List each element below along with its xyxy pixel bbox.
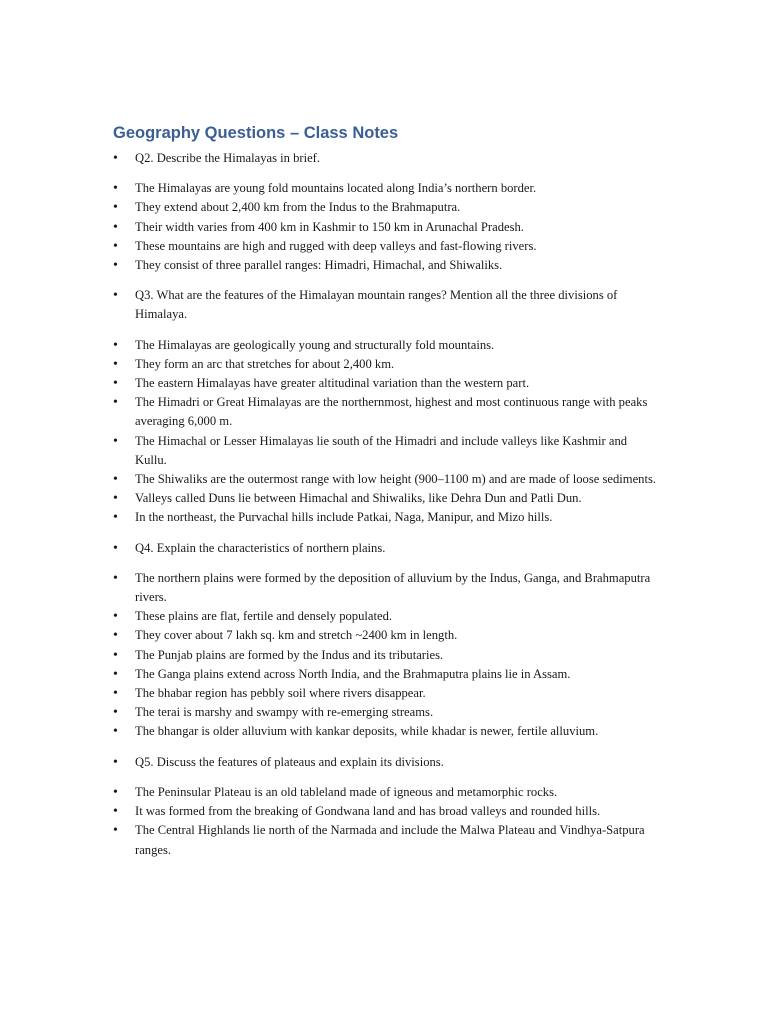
answer-list: [113, 783, 658, 860]
question-item: • Q2. Describe the Himalayas in brief.: [113, 149, 658, 168]
question-item: • Q3. What are the features of the Himalayan mountain ranges? Mention all the three divisions of Himalaya.: [113, 286, 658, 324]
question-block: [113, 753, 658, 772]
bullet-item: • They cover about 7 lakh sq. km and stretch ~2400 km in length.: [113, 626, 658, 645]
question-item: • Q5. Discuss the features of plateaus and explain its divisions.: [113, 753, 658, 772]
question-block: [113, 539, 658, 558]
answer-list: [113, 179, 658, 275]
bullet-item: • The Peninsular Plateau is an old tableland made of igneous and metamorphic rocks.: [113, 783, 658, 802]
bullet-item: • The terai is marshy and swampy with re-emerging streams.: [113, 703, 658, 722]
bullet-item: • The northern plains were formed by the deposition of alluvium by the Indus, Ganga, and Brahmaputra rivers.: [113, 569, 658, 607]
bullet-item: • The Central Highlands lie north of the Narmada and include the Malwa Plateau and Vindhya-Satpura ranges.: [113, 821, 658, 859]
bullet-item: • The eastern Himalayas have greater altitudinal variation than the western part.: [113, 374, 658, 393]
bullet-item: • The Himalayas are young fold mountains located along India’s northern border.: [113, 179, 658, 198]
bullet-item: • These mountains are high and rugged with deep valleys and fast-flowing rivers.: [113, 237, 658, 256]
bullet-item: • The bhabar region has pebbly soil where rivers disappear.: [113, 684, 658, 703]
question-item: • Q4. Explain the characteristics of northern plains.: [113, 539, 658, 558]
bullet-item: • The Shiwaliks are the outermost range with low height (900–1100 m) and are made of loose sediments.: [113, 470, 658, 489]
bullet-item: • The Himadri or Great Himalayas are the northernmost, highest and most continuous range with peaks averaging 6,000 m.: [113, 393, 658, 431]
bullet-item: • The Himalayas are geologically young and structurally fold mountains.: [113, 336, 658, 355]
question-block: [113, 286, 658, 324]
answer-list: [113, 569, 658, 742]
bullet-item: • They form an arc that stretches for about 2,400 km.: [113, 355, 658, 374]
bullet-item: • They consist of three parallel ranges: Himadri, Himachal, and Shiwaliks.: [113, 256, 658, 275]
bullet-item: • Their width varies from 400 km in Kashmir to 150 km in Arunachal Pradesh.: [113, 218, 658, 237]
bullet-item: • The bhangar is older alluvium with kankar deposits, while khadar is newer, fertile alluvium.: [113, 722, 658, 741]
bullet-item: • In the northeast, the Purvachal hills include Patkai, Naga, Manipur, and Mizo hills.: [113, 508, 658, 527]
question-block: [113, 149, 658, 168]
bullet-item: • It was formed from the breaking of Gondwana land and has broad valleys and rounded hills.: [113, 802, 658, 821]
page-title: Geography Questions – Class Notes: [113, 124, 399, 142]
bullet-item: • The Himachal or Lesser Himalayas lie south of the Himadri and include valleys like Kashmir and Kullu.: [113, 432, 658, 470]
bullet-item: • These plains are flat, fertile and densely populated.: [113, 607, 658, 626]
bullet-item: • They extend about 2,400 km from the Indus to the Brahmaputra.: [113, 198, 658, 217]
bullet-item: • The Ganga plains extend across North India, and the Brahmaputra plains lie in Assam.: [113, 665, 658, 684]
notes-content: [113, 149, 658, 871]
bullet-item: • The Punjab plains are formed by the Indus and its tributaries.: [113, 646, 658, 665]
answer-list: [113, 336, 658, 528]
bullet-item: • Valleys called Duns lie between Himachal and Shiwaliks, like Dehra Dun and Patli Dun.: [113, 489, 658, 508]
